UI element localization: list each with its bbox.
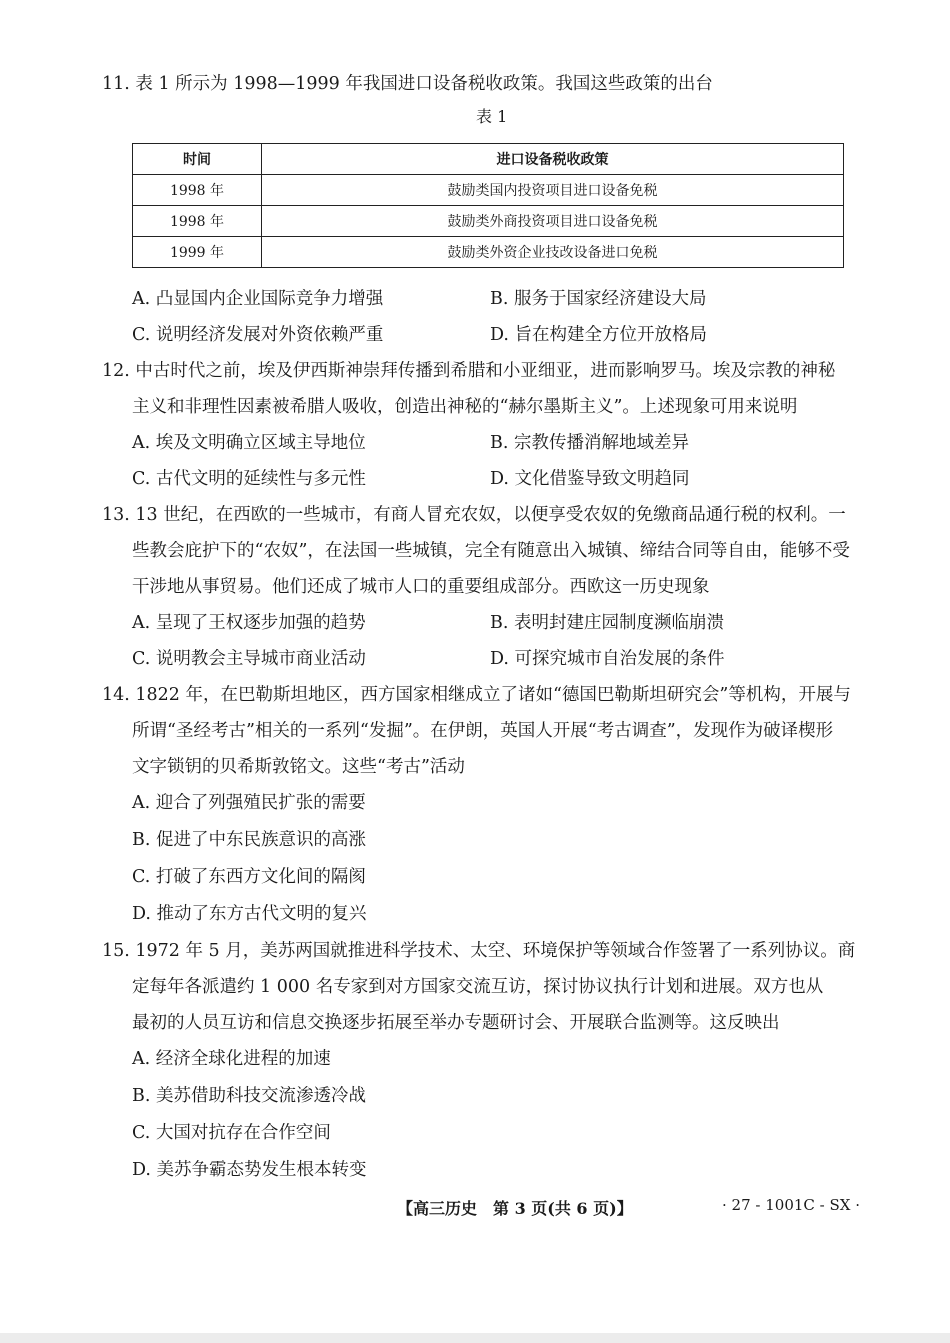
q15-stem-line-2: 定每年各派遣约 1 000 名专家到对方国家交流互访，探讨协议执行计划和进展。双方也从 <box>132 977 824 997</box>
q11-option-b: B. 服务于国家经济建设大局 <box>490 289 707 309</box>
q13-stem-line-1: 13. 13 世纪，在西欧的一些城市，有商人冒充农奴，以便享受农奴的免缴商品通行税的权利。一 <box>102 505 846 525</box>
q15-stem-line-1: 15. 1972 年 5 月，美苏两国就推进科学技术、太空、环境保护等领域合作签署了一系列协议。商 <box>102 941 856 961</box>
q14-option-d: D. 推动了东方古代文明的复兴 <box>132 904 367 924</box>
q12-option-d: D. 文化借鉴导致文明趋同 <box>490 469 690 489</box>
row-policy: 鼓励类外商投资项目进口设备免税 <box>262 206 844 237</box>
q12-option-c: C. 古代文明的延续性与多元性 <box>132 469 366 489</box>
scan-bottom-margin <box>0 1333 950 1343</box>
table-caption: 表 1 <box>476 107 508 126</box>
q12-option-a: A. 埃及文明确立区域主导地位 <box>132 433 366 453</box>
q13-option-b: B. 表明封建庄园制度濒临崩溃 <box>490 613 724 633</box>
q11-stem: 11. 表 1 所示为 1998—1999 年我国进口设备税收政策。我国这些政策的出台 <box>102 74 713 94</box>
q12-stem-line-1: 12. 中古时代之前，埃及伊西斯神崇拜传播到希腊和小亚细亚，进而影响罗马。埃及宗教的神秘 <box>102 361 836 381</box>
table-row <box>133 206 844 237</box>
q14-option-a: A. 迎合了列强殖民扩张的需要 <box>132 793 366 813</box>
row-time: 1999 年 <box>133 237 262 268</box>
table-header-row <box>133 144 844 175</box>
q13-stem-line-2: 些教会庇护下的“农奴”，在法国一些城镇，完全有随意出入城镇、缔结合同等自由，能够不受 <box>132 541 850 561</box>
q15-stem-line-3: 最初的人员互访和信息交换逐步拓展至举办专题研讨会、开展联合监测等。这反映出 <box>132 1013 780 1033</box>
q13-option-a: A. 呈现了王权逐步加强的趋势 <box>132 613 366 633</box>
q14-stem-line-2: 所谓“圣经考古”相关的一系列“发掘”。在伊朗，英国人开展“考古调查”，发现作为破译楔形 <box>132 721 834 741</box>
q11-option-c: C. 说明经济发展对外资依赖严重 <box>132 325 384 345</box>
q13-stem-line-3: 干涉地从事贸易。他们还成了城市人口的重要组成部分。西欧这一历史现象 <box>132 577 710 597</box>
q15-option-d: D. 美苏争霸态势发生根本转变 <box>132 1160 367 1180</box>
header-policy: 进口设备税收政策 <box>262 144 844 175</box>
import-tax-policy-table <box>132 143 844 268</box>
q15-option-b: B. 美苏借助科技交流渗透冷战 <box>132 1086 366 1106</box>
q11-option-a: A. 凸显国内企业国际竞争力增强 <box>132 289 384 309</box>
q14-option-b: B. 促进了中东民族意识的高涨 <box>132 830 366 850</box>
table-row <box>133 237 844 268</box>
q14-stem-line-1: 14. 1822 年，在巴勒斯坦地区，西方国家相继成立了诸如“德国巴勒斯坦研究会”等机构，开展与 <box>102 685 851 705</box>
q11-option-d: D. 旨在构建全方位开放格局 <box>490 325 708 345</box>
q13-option-d: D. 可探究城市自治发展的条件 <box>490 649 725 669</box>
row-time: 1998 年 <box>133 206 262 237</box>
page-footer-title: 【高三历史 第 3 页(共 6 页)】 <box>397 1199 633 1218</box>
q14-stem-line-3: 文字锁钥的贝希斯敦铭文。这些“考古”活动 <box>132 757 465 777</box>
table-row <box>133 175 844 206</box>
q15-option-c: C. 大国对抗存在合作空间 <box>132 1123 331 1143</box>
row-policy: 鼓励类外资企业技改设备进口免税 <box>262 237 844 268</box>
row-time: 1998 年 <box>133 175 262 206</box>
q13-option-c: C. 说明教会主导城市商业活动 <box>132 649 366 669</box>
q15-option-a: A. 经济全球化进程的加速 <box>132 1049 331 1069</box>
q12-option-b: B. 宗教传播消解地域差异 <box>490 433 689 453</box>
exam-code: · 27 - 1001C - SX · <box>722 1196 860 1214</box>
q14-option-c: C. 打破了东西方文化间的隔阂 <box>132 867 366 887</box>
row-policy: 鼓励类国内投资项目进口设备免税 <box>262 175 844 206</box>
q12-stem-line-2: 主义和非理性因素被希腊人吸收，创造出神秘的“赫尔墨斯主义”。上述现象可用来说明 <box>132 397 798 417</box>
header-time: 时间 <box>133 144 262 175</box>
